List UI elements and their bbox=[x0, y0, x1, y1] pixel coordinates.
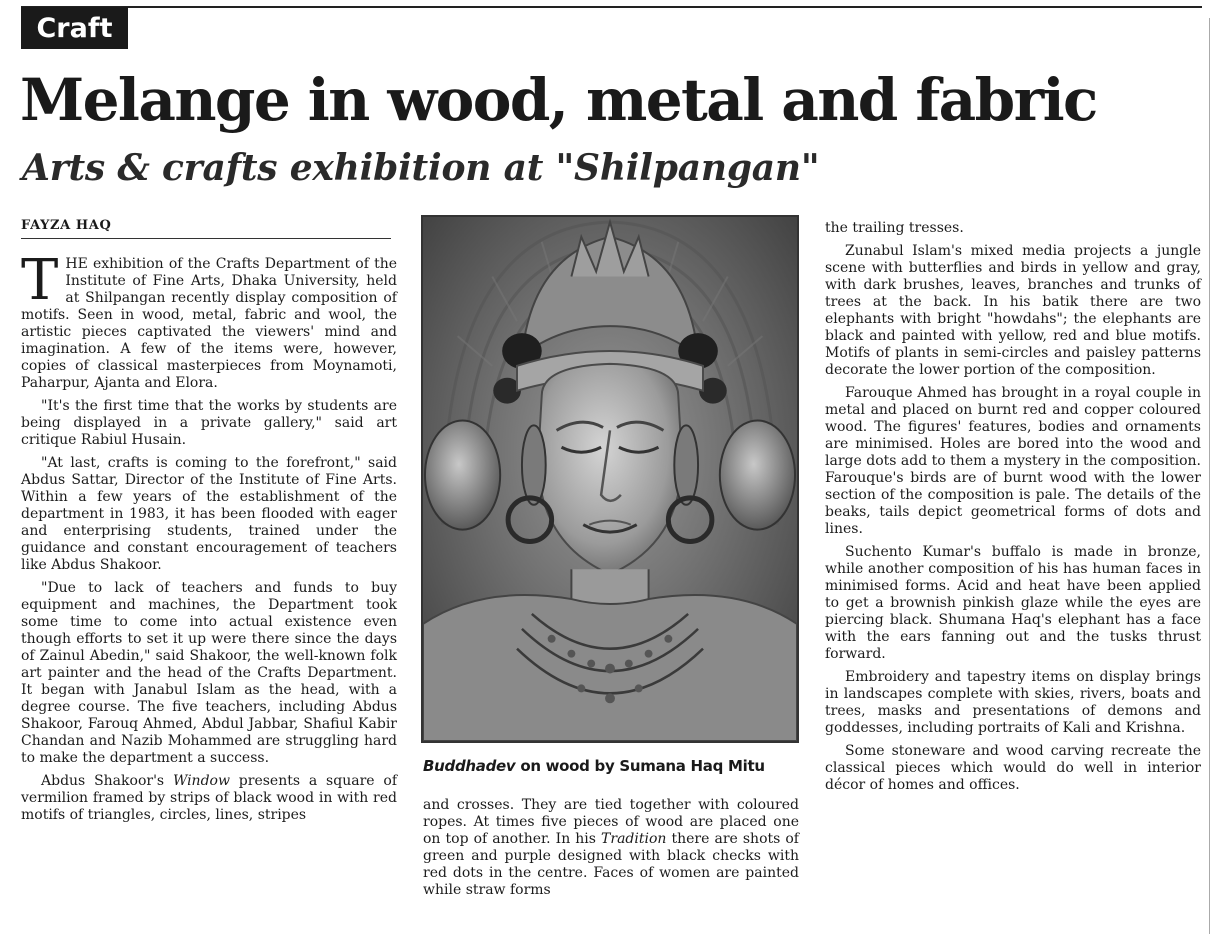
buddha-carving-photo bbox=[421, 215, 799, 743]
article-paragraph bbox=[21, 773, 397, 824]
top-rule bbox=[21, 6, 1202, 8]
article-paragraph: Farouque Ahmed has brought in a royal couple in metal and placed on burnt red and copper coloured wood. The figures' features, bodies and ornaments are minimised. Holes are bored into the wood and large dots add to them a mystery in the composition. Farouque's birds are of burnt wood with the lower section of the composition is pale. The details of the beaks, tails depict geometrical forms of dots and lines. bbox=[825, 385, 1201, 537]
article-paragraph: "At last, crafts is coming to the forefront," said Abdus Sattar, Director of the Institute of Fine Arts. Within a few years of the establishment of the department in 1983, it has been flooded with eager and enterprising students, trained under the guidance and constant encouragement of teachers like Abdus Shakoor. bbox=[21, 455, 397, 573]
article-paragraph: Suchento Kumar's buffalo is made in bronze, while another composition of his has human faces in minimised forms. Acid and heat have been applied to get a brownish pinkish glaze while the eyes are piercing black. Shumana Haq's elephant has a face with the ears fanning out and the tusks thrust forward. bbox=[825, 544, 1201, 662]
article-paragraph: the trailing tresses. bbox=[825, 220, 964, 236]
article-column-1 bbox=[21, 248, 397, 830]
buddha-carving-image bbox=[423, 217, 797, 741]
caption-title: Buddhadev bbox=[423, 757, 516, 775]
text-run: and crosses. They are tied together with coloured ropes. At times five pieces of wood are placed one on top of another. In his bbox=[423, 797, 799, 847]
article-column-3 bbox=[825, 220, 1201, 800]
subheadline: Arts & crafts exhibition at "Shilpangan" bbox=[22, 147, 820, 189]
article-paragraph: "Due to lack of teachers and funds to buy equipment and machines, the Department took some time to come into actual existence even though efforts to set it up were there since the days of Zainul Abedin," said Shakoor, the well-known folk art painter and the head of the Crafts Department. It began with Janabul Islam as the head, with a degree course. The five teachers, including Abdus Shakoor, Farouq Ahmed, Abdul Jabbar, Shafiul Kabir Chandan and Nazib Mohammed are struggling hard to make the department a success. bbox=[21, 580, 397, 766]
article-paragraph: Some stoneware and wood carving recreate the classical pieces which would do well in interior décor of homes and offices. bbox=[825, 743, 1201, 793]
headline: Melange in wood, metal and fabric bbox=[20, 66, 1097, 134]
article-paragraph: Embroidery and tapestry items on display brings in landscapes complete with skies, rivers, boats and trees, masks and presentations of demons and goddesses, including portraits of Kali and Krishna. bbox=[825, 669, 1201, 736]
artwork-title: Tradition bbox=[601, 831, 667, 847]
article-paragraph bbox=[423, 797, 799, 899]
drop-cap: T bbox=[21, 248, 59, 313]
text-run: there are shots of green and purple designed with black checks with red dots in the centre. Faces of women are painted while straw forms bbox=[423, 831, 799, 898]
caption-text: on wood by Sumana Haq Mitu bbox=[515, 757, 765, 775]
artwork-title: Window bbox=[172, 773, 230, 789]
article-paragraph: "It's the first time that the works by students are being displayed in a private gallery," said art critique Rabiul Husain. bbox=[21, 398, 397, 448]
article-paragraph bbox=[21, 248, 397, 392]
article-paragraph: Zunabul Islam's mixed media projects a jungle scene with butterflies and birds in yellow and gray, with dark brushes, leaves, branches and trunks of trees at the back. In his batik there are two elephants with bright "howdahs"; the elephants are black and painted with yellow, red and blue motifs. Motifs of plants in semi-circles and paisley patterns decorate the lower portion of the composition. bbox=[825, 243, 1201, 378]
text-run: presents a square of vermilion framed by strips of black wood in with red motifs of triangles, circles, lines, stripes bbox=[21, 773, 397, 823]
section-tag: Craft bbox=[21, 7, 128, 49]
text-run: Abdus Shakoor's bbox=[41, 773, 173, 789]
paragraph-text: HE exhibition of the Crafts Department of the Institute of Fine Arts, Dhaka University, held at Shilpangan recently display composition of motifs. Seen in wood, metal, fabric and wool, the artistic pieces captivated the viewers' mind and imagination. A few of the items were, however, copies of classical masterpieces from Moynamoti, Paharpur, Ajanta and Elora. bbox=[21, 256, 397, 391]
article-column-2 bbox=[423, 797, 799, 905]
photo-caption bbox=[423, 757, 799, 775]
byline: FAYZA HAQ bbox=[21, 218, 391, 239]
